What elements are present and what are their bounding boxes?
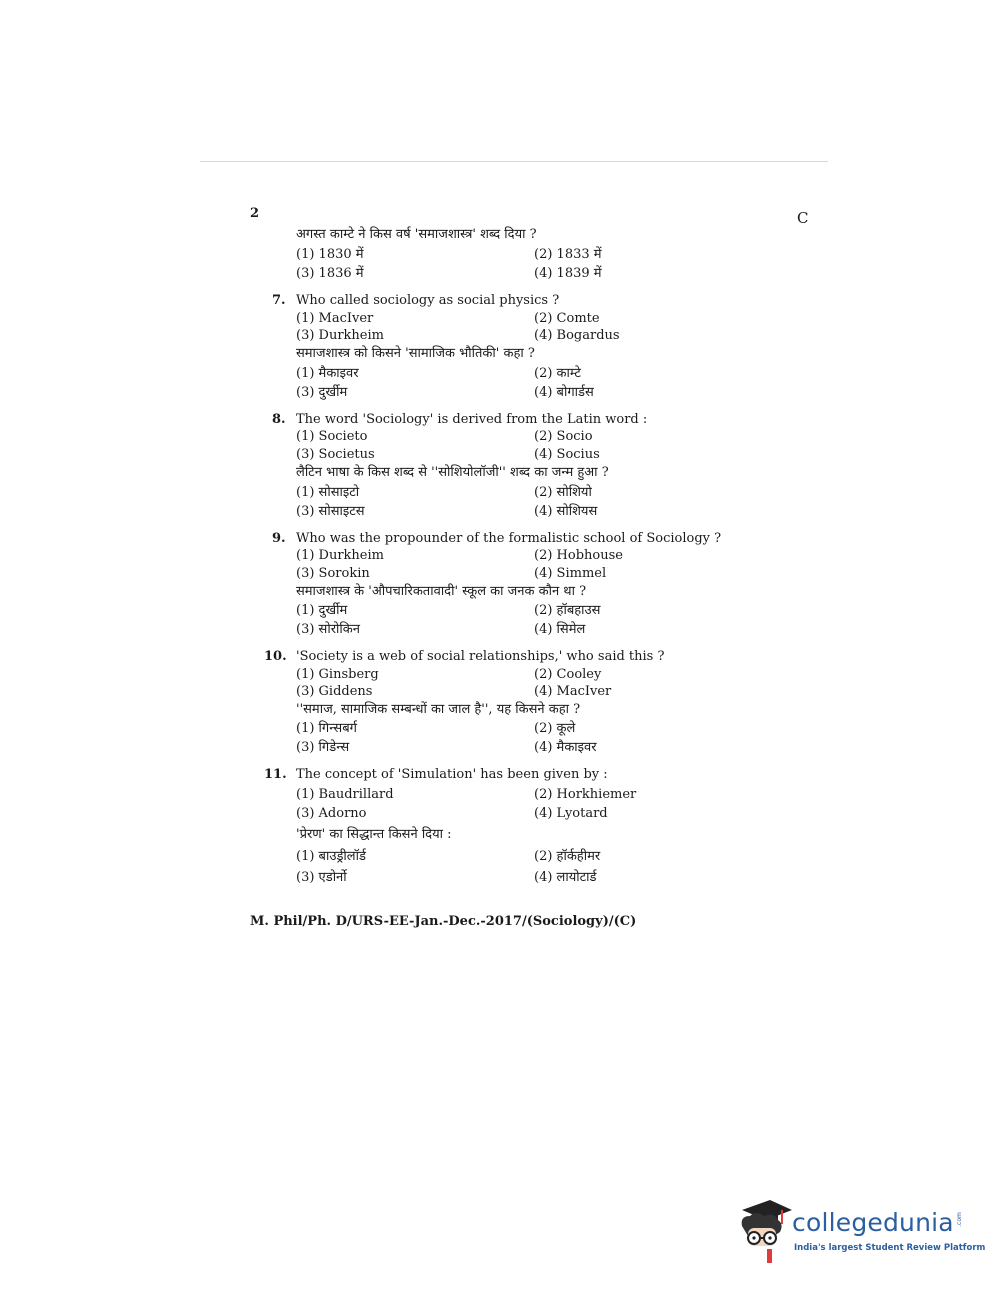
q10-hi-option-2: (2) कूले bbox=[534, 721, 576, 736]
q9-hi-option-4: (4) सिमेल bbox=[534, 622, 586, 637]
q9-en-option-1: (1) Durkheim bbox=[296, 548, 384, 563]
q11-hi-option-3: (3) एडोर्नो bbox=[296, 870, 347, 885]
question-9-hindi: समाजशास्त्र के 'औपचारिकतावादी' स्कूल का जनक कौन था ? bbox=[296, 584, 587, 599]
q7-en-option-2: (2) Comte bbox=[534, 311, 600, 326]
q7-hi-option-3: (3) दुर्खीम bbox=[296, 385, 348, 400]
question-8-number: 8. bbox=[272, 412, 286, 427]
q10-en-option-3: (3) Giddens bbox=[296, 684, 373, 699]
q11-en-option-2: (2) Horkhiemer bbox=[534, 787, 637, 802]
question-7-english: Who called sociology as social physics ? bbox=[296, 293, 560, 308]
mascot-icon bbox=[734, 1196, 794, 1266]
q10-hi-option-3: (3) गिडेन्स bbox=[296, 740, 350, 755]
collegedunia-logo[interactable] bbox=[734, 1196, 986, 1266]
question-11-number: 11. bbox=[264, 767, 287, 782]
question-10-english: 'Society is a web of social relationships,' who said this ? bbox=[296, 649, 665, 664]
q8-en-option-1: (1) Societo bbox=[296, 429, 368, 444]
q11-en-option-4: (4) Lyotard bbox=[534, 806, 608, 821]
question-8-english: The word 'Sociology' is derived from the Latin word : bbox=[296, 412, 648, 427]
q9-hi-option-1: (1) दुर्खीम bbox=[296, 603, 348, 618]
q9-en-option-4: (4) Simmel bbox=[534, 566, 607, 581]
q10-en-option-2: (2) Cooley bbox=[534, 667, 602, 682]
q11-en-option-1: (1) Baudrillard bbox=[296, 787, 394, 802]
question-8-hindi: लैटिन भाषा के किस शब्द से ''सोशियोलॉजी'' शब्द का जन्म हुआ ? bbox=[296, 465, 609, 480]
q9-en-option-2: (2) Hobhouse bbox=[534, 548, 623, 563]
q9-en-option-3: (3) Sorokin bbox=[296, 566, 370, 581]
q6-hi-option-1: (1) 1830 में bbox=[296, 247, 364, 262]
q11-hi-option-1: (1) बाउड्रीलॉर्ड bbox=[296, 849, 366, 864]
q8-en-option-3: (3) Societus bbox=[296, 447, 375, 462]
question-10-hindi: ''समाज, सामाजिक सम्बन्धों का जाल है'', यह किसने कहा ? bbox=[296, 702, 581, 717]
paper-code-footer: M. Phil/Ph. D/URS-EE-Jan.-Dec.-2017/(Sociology)/(C) bbox=[250, 914, 637, 929]
q8-en-option-4: (4) Socius bbox=[534, 447, 600, 462]
q10-hi-option-1: (1) गिन्सबर्ग bbox=[296, 721, 357, 736]
question-10-number: 10. bbox=[264, 649, 287, 664]
q8-hi-option-4: (4) सोशियस bbox=[534, 504, 598, 519]
q10-en-option-1: (1) Ginsberg bbox=[296, 667, 379, 682]
question-9-number: 9. bbox=[272, 531, 286, 546]
q8-hi-option-2: (2) सोशियो bbox=[534, 485, 592, 500]
question-7-hindi: समाजशास्त्र को किसने 'सामाजिक भौतिकी' कहा ? bbox=[296, 346, 535, 361]
q7-en-option-3: (3) Durkheim bbox=[296, 328, 384, 343]
q8-en-option-2: (2) Socio bbox=[534, 429, 593, 444]
logo-wordmark: collegedunia bbox=[792, 1208, 954, 1237]
q7-hi-option-2: (2) काम्टे bbox=[534, 366, 581, 381]
question-9-english: Who was the propounder of the formalistic school of Sociology ? bbox=[296, 531, 722, 546]
q6-hi-option-3: (3) 1836 में bbox=[296, 266, 364, 281]
page-number: 2 bbox=[250, 206, 260, 221]
q6-hi-option-2: (2) 1833 में bbox=[534, 247, 602, 262]
q6-hi-option-4: (4) 1839 में bbox=[534, 266, 602, 281]
question-11-english: The concept of 'Simulation' has been given by : bbox=[296, 767, 608, 782]
q9-hi-option-3: (3) सोरोकिन bbox=[296, 622, 360, 637]
question-7-number: 7. bbox=[272, 293, 286, 308]
logo-suffix: .com bbox=[955, 1212, 963, 1227]
q11-hi-option-4: (4) लायोटार्ड bbox=[534, 870, 597, 885]
logo-tagline: India's largest Student Review Platform bbox=[794, 1243, 986, 1253]
question-6-hindi: अगस्त काम्टे ने किस वर्ष 'समाजशास्त्र' शब्द दिया ? bbox=[296, 227, 537, 242]
q7-hi-option-1: (1) मैकाइवर bbox=[296, 366, 359, 381]
set-code: C bbox=[797, 209, 809, 227]
question-11-hindi: 'प्रेरण' का सिद्धान्त किसने दिया : bbox=[296, 827, 452, 842]
q11-hi-option-2: (2) हॉर्कहीमर bbox=[534, 849, 601, 864]
q11-en-option-3: (3) Adorno bbox=[296, 806, 367, 821]
q7-en-option-1: (1) MacIver bbox=[296, 311, 374, 326]
q7-hi-option-4: (4) बोगार्डस bbox=[534, 385, 594, 400]
q10-hi-option-4: (4) मैकाइवर bbox=[534, 740, 597, 755]
q8-hi-option-1: (1) सोसाइटो bbox=[296, 485, 360, 500]
q8-hi-option-3: (3) सोसाइटस bbox=[296, 504, 365, 519]
q10-en-option-4: (4) MacIver bbox=[534, 684, 612, 699]
q9-hi-option-2: (2) हॉबहाउस bbox=[534, 603, 601, 618]
q7-en-option-4: (4) Bogardus bbox=[534, 328, 620, 343]
